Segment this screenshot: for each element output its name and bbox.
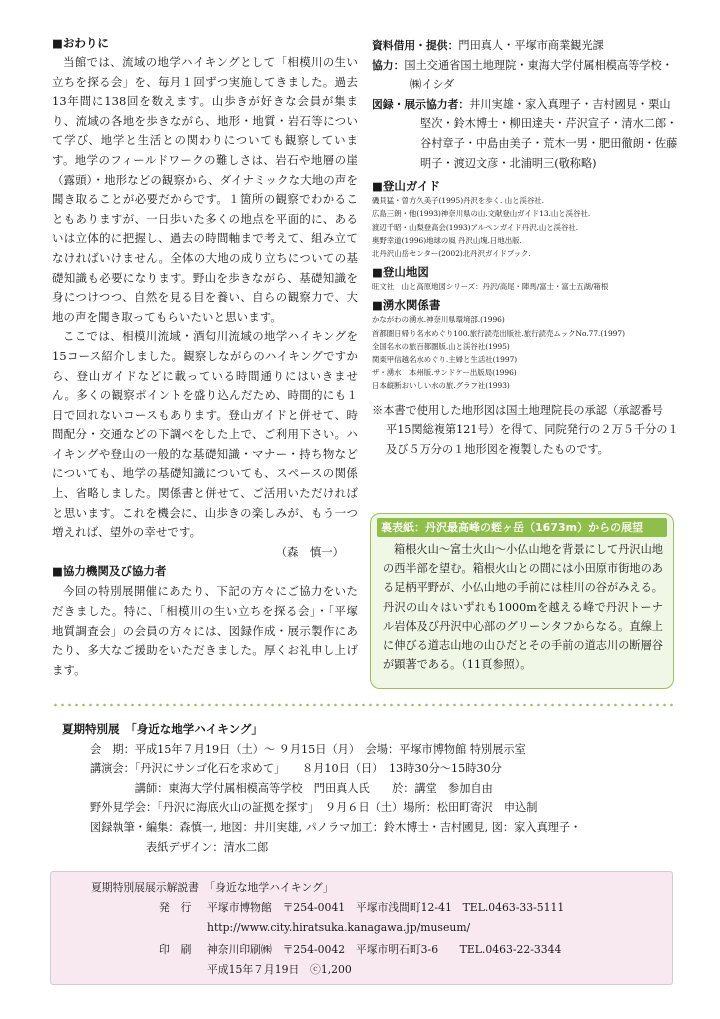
list-item: 関東甲信越名水めぐり.主婦と生活社(1997) [372,354,518,364]
list-item: 全国名水の旅百都圏版.山と渓谷社(1995) [372,341,510,351]
list-item: 広島三朗・他(1993)神奈川県の山.文献登山ガイド13.山と渓谷社. [372,209,591,219]
exhibition-title: 夏期特別展 「身近な地学ハイキング」 [62,722,263,736]
printer-info: 神奈川印刷㈱ 〒254-0042 平塚市明石町3-6 TEL.0463-22-3344 [207,943,562,956]
map-approval-note: ※本書で使用した地形図は国土地理院長の承認（承認番号 平15関総複第121号）を得て、同院発行の２万５千分の１及び５万分の１地形図を複製したものです。 [372,403,679,456]
afterword-paragraph-2: ここでは、相模川流域・酒匂川流域の地学ハイキングを15コース紹介しました。観察しながらのハイキングですから、登山ガイドなどに載っている時間通りにはいきません。多くの観察ポイントを盛り込んだため、時間的にも１日で回れないコースもあります。登山ガイドと併せて、時間配分・交通などの下調べをした上で、ご利用下さい。ハイキングや登山の一般的な基礎知識・マナー・持ち物などについても、地学の基礎知識についても、スペースの関係上、省略しました。関係書と併せて、ご活用いただければと思います。これを機会に、山歩きの楽しみが、もう一つ増えれば、望外の幸せです。 [52,329,358,540]
exhibition-lecture: 講演会：「丹沢にサンゴ化石を求めて」 ８月10日（日） 13時30分～15時30分 [90,762,502,776]
credit-contributors: 図録・展示協力者：井川実雄・家入真理子・吉村國見・栗山堅次・鈴木博士・柳田達夫・芹沢宣子・清水二郎・谷村章子・中島由美子・荒木一男・肥田徹朗・佐藤明子・渡辺文彦・北浦明三(敬称略) [372,97,678,170]
publication-title: 夏期特別展展示解説書 「身近な地学ハイキング」 [91,881,334,894]
list-item: 奥野幸道(1996)地球の風 丹沢山塊.日地出版. [372,235,522,245]
publisher-label: 発 行 [159,901,192,914]
list-item: 日本縦断おいしい水の旅.グラフ社(1993) [372,381,510,391]
exhibition-cover-design: 表紙デザイン：清水二郎 [146,840,269,854]
afterword-signature: （森 慎一） [275,544,344,559]
list-item: 北丹沢山岳センター(2002)北丹沢ガイドブック. [372,248,531,258]
cooperation-paragraph: 今回の特別展開催にあたり、下記の方々にご協力をいただきました。特に、「相模川の生い立ちを探る会」・「平塚地質調査会」の会員の方々には、図録作成・展示製作にあたり、多大なご援助をいただきました。厚くお礼申し上げます。 [52,584,358,677]
exhibition-field-trip: 野外見学会：「丹沢に海底火山の証拠を探す」 ９月６日（土）場所：松田町寄沢 申込制 [90,801,538,815]
printer-label: 印 刷 [159,943,192,956]
spring-water-heading: ■湧水関係書 [372,298,441,313]
spring-water-list [372,313,680,392]
cover-note-title: 裏表紙：丹沢最高峰の蛭ヶ岳（1673m）からの展望 [377,518,667,537]
right-column [372,36,680,459]
publisher-info: 平塚市博物館 〒254-0041 平塚市浅間町12-41 TEL.0463-33-5111 [207,901,565,914]
exhibition-period: 会 期：平成15年７月19日（土）～ ９月15日（月） 会場：平塚市博物館 特別展示室 [90,742,526,756]
list-item: ザ・湧水 本州版.サンドケー出版局(1996) [372,368,517,378]
list-item: 首都圏日帰り名水めぐり100.旅行読売出版社.旅行読売ムックNo.77.(1997) [372,328,625,338]
cooperation-heading: ■協力機関及び協力者 [52,564,167,579]
museum-url[interactable]: http://www.city.hiratsuka.kanagawa.jp/museum/ [207,921,471,934]
list-item: かながわの湧水.神奈川県環境部.(1996) [372,315,505,325]
list-item: 渡辺千昭・山梨登高会(1993)アルペンガイド丹沢.山と渓谷社. [372,222,579,232]
exhibition-lecturer: 講師：東海大学付属相模高等学校 門田真人氏 於：講堂 参加自由 [90,781,493,795]
exhibition-info [62,720,680,857]
credit-cooperation: 協力：国土交通省国土地理院・東海大学付属相模高等学校・㈱イシダ [372,58,673,92]
publication-box [50,871,673,985]
afterword-paragraph-1: 当館では、流域の地学ハイキングとして「相模川の生い立ちを探る会」を、毎月１回ずつ実施してきました。過去13年間に138回を数えます。山歩きが好きな会員が集まり、流域の各地を歩きながら、地形・地質・岩石等について学び、地学と生活との関わりについても観察しています。地学のフィールドワークの難しさは、岩石や地層の崖（露頭）・地形などの観察から、ダイナミックな大地の声を聞き取ることが必要だからです。１箇所の観察でわかることもありますが、一日歩いた多くの地点を平面的に、あるいは立体的に把握し、過去の時間軸まで考えて、組み立てなければいけません。全体の大地の成り立ちについての基礎知識も必要になります。野山を歩きながら、基礎知識を身につけつつ、自然を見る目を養い、自らの観察力で、大地の声を聞き取ってもらいたいと思います。 [52,55,358,324]
left-column [52,36,358,680]
cover-note-text: 箱根火山～富士火山～小仏山地を背景にして丹沢山地の西半部を望む。箱根火山との間には小田原市街地のある足柄平野が、小仏山地の手前には桂川の谷がみえる。丹沢の山々はいずれも1000mを越える峰で丹沢トーナル岩体及び丹沢中心部のグリーンタフからなる。直線上に伸びる道志山地の山ひだとその手前の道志川の断層谷が顕著である。（11頁参照）。 [383,543,663,672]
dotted-divider [52,703,674,707]
mountain-map-heading: ■登山地図 [372,265,429,280]
list-item: 旺文社 山と高原地図シリーズ：丹沢/高尾・陣馬/富士・富士五湖/箱根 [372,282,609,292]
list-item: 磯貝猛・曽方久美子(1995)丹沢を歩く. 山と渓谷社. [372,196,545,206]
mountain-guide-heading: ■登山ガイド [372,179,441,194]
mountain-guide-list [372,194,680,260]
credit-materials: 資料借用・提供：門田真人・平塚市商業観光課 [372,39,604,52]
exhibition-catalog-credits: 図録執筆・編集：森慎一, 地図：井川実雄, パノラマ加工：鈴木博士・吉村國見, 図：家入真理子・ [90,820,582,834]
cover-note-box [370,513,674,689]
publication-date: 平成15年７月19日 ⓒ1,200 [207,963,352,976]
afterword-heading: ■おわりに [52,36,109,50]
